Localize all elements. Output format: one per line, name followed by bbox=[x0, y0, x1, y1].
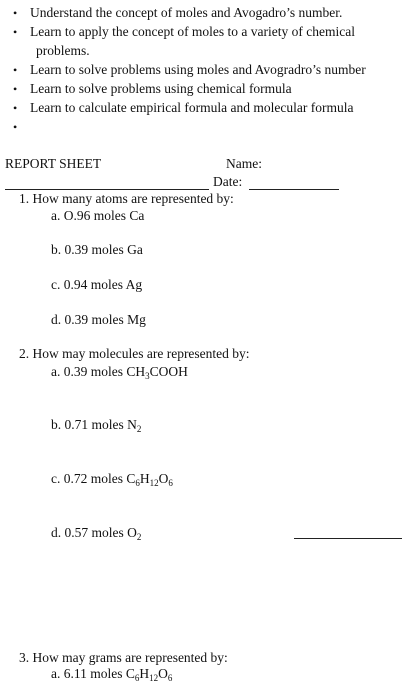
question-2b: b. 0.71 moles $N_2$ bbox=[51, 417, 142, 434]
question-1d: d. 0.39 moles Mg bbox=[51, 312, 146, 327]
objective-item: Learn to calculate empirical formula and molecular formula bbox=[30, 100, 354, 115]
question-3a: a. 6.11 moles $C_6H_{12}O_6$ bbox=[51, 666, 173, 683]
question-1a: a. O.96 moles Ca bbox=[51, 208, 145, 223]
bullet-icon: • bbox=[13, 6, 18, 20]
date-blank-line[interactable] bbox=[249, 189, 339, 190]
bullet-icon: • bbox=[13, 25, 18, 39]
question-2d: d. 0.57 moles $O_2$ bbox=[51, 525, 142, 542]
report-sheet-title: REPORT SHEET bbox=[5, 156, 102, 171]
bullet-icon: • bbox=[13, 120, 18, 134]
objective-item: Learn to solve problems using chemical formula bbox=[30, 81, 292, 96]
bullet-icon: • bbox=[13, 82, 18, 96]
question-1: 1. How many atoms are represented by: bbox=[19, 191, 234, 206]
name-label: Name: bbox=[226, 156, 262, 171]
objective-item: Understand the concept of moles and Avogadro’s number. bbox=[30, 5, 343, 20]
answer-blank-line[interactable] bbox=[294, 538, 402, 539]
question-2c: c. 0.72 moles $C_6H_{12}O_6$ bbox=[51, 471, 173, 488]
name-blank-line[interactable] bbox=[5, 189, 209, 190]
objective-item: Learn to solve problems using moles and Avogradro’s number bbox=[30, 62, 366, 77]
question-3: 3. How may grams are represented by: bbox=[19, 650, 228, 665]
objective-item-continued: problems. bbox=[36, 43, 90, 58]
bullet-icon: • bbox=[13, 101, 18, 115]
question-2a: a. 0.39 moles $CH_3COOH$ bbox=[51, 364, 188, 381]
question-1b: b. 0.39 moles Ga bbox=[51, 242, 143, 257]
date-label: Date: bbox=[213, 174, 243, 189]
question-2: 2. How may molecules are represented by: bbox=[19, 346, 250, 361]
objective-item: Learn to apply the concept of moles to a variety of chemical bbox=[30, 24, 355, 39]
question-1c: c. 0.94 moles Ag bbox=[51, 277, 143, 292]
bullet-icon: • bbox=[13, 63, 18, 77]
